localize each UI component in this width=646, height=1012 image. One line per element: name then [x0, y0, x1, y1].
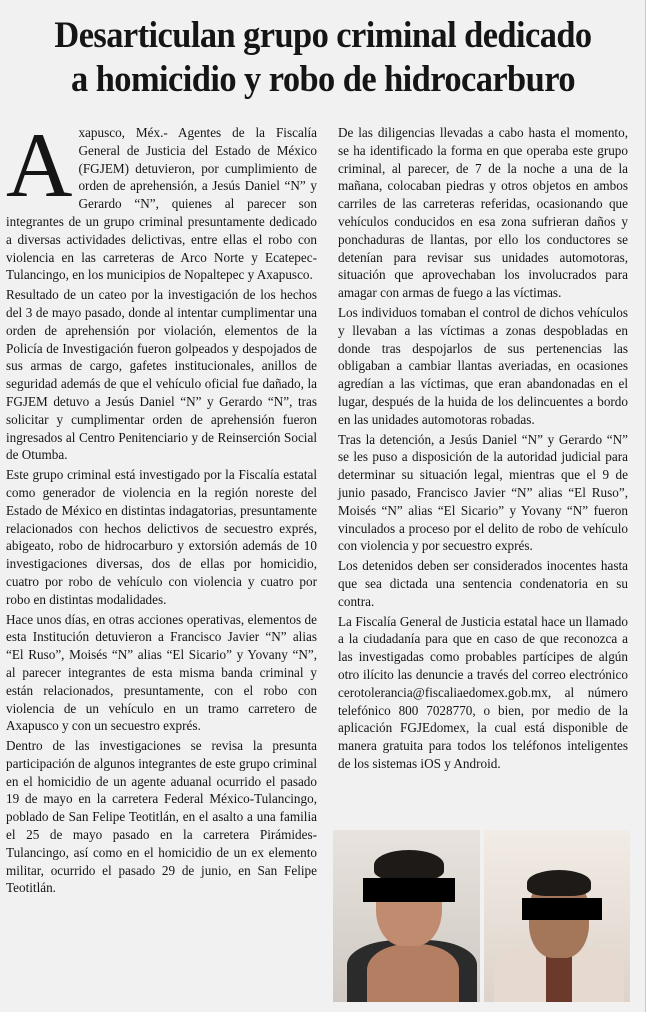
suspect-shoulders	[367, 944, 459, 1002]
suspect-hair	[374, 850, 444, 880]
headline-line-2: a homicidio y robo de hidrocarburo	[71, 59, 575, 100]
censor-bar	[363, 878, 455, 902]
headline-line-1: Desarticulan grupo criminal dedicado	[54, 15, 592, 56]
suspect-hair	[527, 870, 591, 896]
paragraph: Resultado de un cateo por la investigación de los hechos del 3 de mayo pasado, donde al intentar cumplimentar una orden de aprehensión por violación, elementos de la Policía de Investigación fueron golpeados y despojados de sus armas de cargo, gafetes institucionales, anillos de seguridad además de que el vehículo oficial fue dañado, la FGJEM detuvo a Jesús Daniel “N” y Gerardo “N”, tras solicitar y cumplimentar orden de aprehensión fueron ingresados al Centro Penitenciario y de Reinserción Social de Otumba.	[6, 287, 317, 463]
paragraph: Dentro de las investigaciones se revisa la presunta participación de algunos integrantes de este grupo criminal en el homicidio de un agente aduanal ocurrido el pasado 19 de mayo en la carretera Federal México-Tulancingo, poblado de San Felipe Teotitlán, en el asalto a una familia el 25 de mayo pasado en la carretera Pirámides-Tulancingo, así como en el homicidio de un ex elemento militar, ocurrido el pasado 29 de junio, en San Felipe Teotitlán.	[6, 738, 317, 896]
paragraph: De las diligencias llevadas a cabo hasta el momento, se ha identificado la forma en que operaba este grupo criminal, al parecer, de 7 de la noche a una de la mañana, colocaban piedras y otros objetos en ambos carriles de las carreteras referidas, ocasionando que vehículos conducidos en esa zona sufrieran daños y ponchaduras de llantas, por ello los conductores se detenían para revisar sus unidades automotoras, situación que aprovechaban los involucrados para amagar con armas de fuego a las víctimas.	[338, 125, 628, 301]
drop-cap: A	[6, 114, 73, 216]
paragraph: Este grupo criminal está investigado por la Fiscalía estatal como generador de violencia en la región noreste del Estado de México en distintas indagatorias, presuntamente relacionados con hechos delictivos de secuestro exprés, abigeato, robo de hidrocarburo y extorsión además de 10 investigaciones diversas, dos de ellas por homicidio, cuatro por robo de vehículo con violencia y cuatro por robo en distintas modalidades.	[6, 467, 317, 607]
article-column-right	[338, 124, 628, 775]
suspect-photo-2	[484, 830, 631, 1002]
suspect-photo-1	[333, 830, 480, 1002]
censor-bar	[522, 898, 602, 920]
paragraph: Hace unos días, en otras acciones operativas, elementos de esta Institución detuvieron a Francisco Javier “N” alias “El Ruso”, Moisés “N” alias “El Sicario” y Yovany “N”, al parecer integrantes de esta misma banda criminal y están relacionados, presuntamente, con el robo con violencia de un vehículo en un tramo carretero de Axapusco y con un secuestro exprés.	[6, 611, 317, 734]
paragraph: La Fiscalía General de Justicia estatal hace un llamado a la ciudadanía para que en caso de que reconozca a las investigadas como probables partícipes de algún otro ilícito las denuncie a través del correo electrónico cerotolerancia@fiscaliaedomex.gob.mx, al número telefónico 800 7028770, o bien, por medio de la aplicación FGJEdomex, la cual está disponible de manera gratuita para todos los teléfonos inteligentes de los sistemas iOS y Android.	[338, 613, 628, 771]
paragraph: Tras la detención, a Jesús Daniel “N” y Gerardo “N” se les puso a disposición de la autoridad judicial para determinar su situación legal, mientras que el 9 de junio pasado, Francisco Javier “N” alias “El Ruso”, Moisés “N” alias “El Sicario” y Yovany “N” fueron vinculados a proceso por el delito de robo de vehículo con violencia y por secuestro exprés.	[338, 431, 628, 554]
paragraph: Los detenidos deben ser considerados inocentes hasta que sea dictada una sentencia condenatoria en su contra.	[338, 558, 628, 609]
headline	[23, 14, 624, 102]
paragraph: Los individuos tomaban el control de dichos vehículos y llevaban a las víctimas a zonas despobladas en donde tras despojarlos de sus pertenencias las obligaban a cambiar llantas averiadas, en ocasiones agredían a las víctimas, que eran abandonadas en el lugar, después de la huida de los delincuentes a bordo en las unidades automotoras robadas.	[338, 304, 628, 427]
paragraph: xapusco, Méx.- Agentes de la Fiscalía General de Justicia del Estado de México (FGJEM) detuvieron, por cumplimiento de orden de aprehensión, a Jesús Daniel “N” y Gerardo “N”, quienes al parecer son integrantes de un grupo criminal presuntamente dedicado a diversas actividades delictivas, entre ellas el robo con violencia en las carreteras de Arco Norte y Ecatepec-Tulancingo, en los municipios de Nopaltepec y Axapusco.	[6, 125, 317, 283]
suspect-photos	[333, 830, 630, 1002]
article-column-left	[6, 114, 317, 899]
